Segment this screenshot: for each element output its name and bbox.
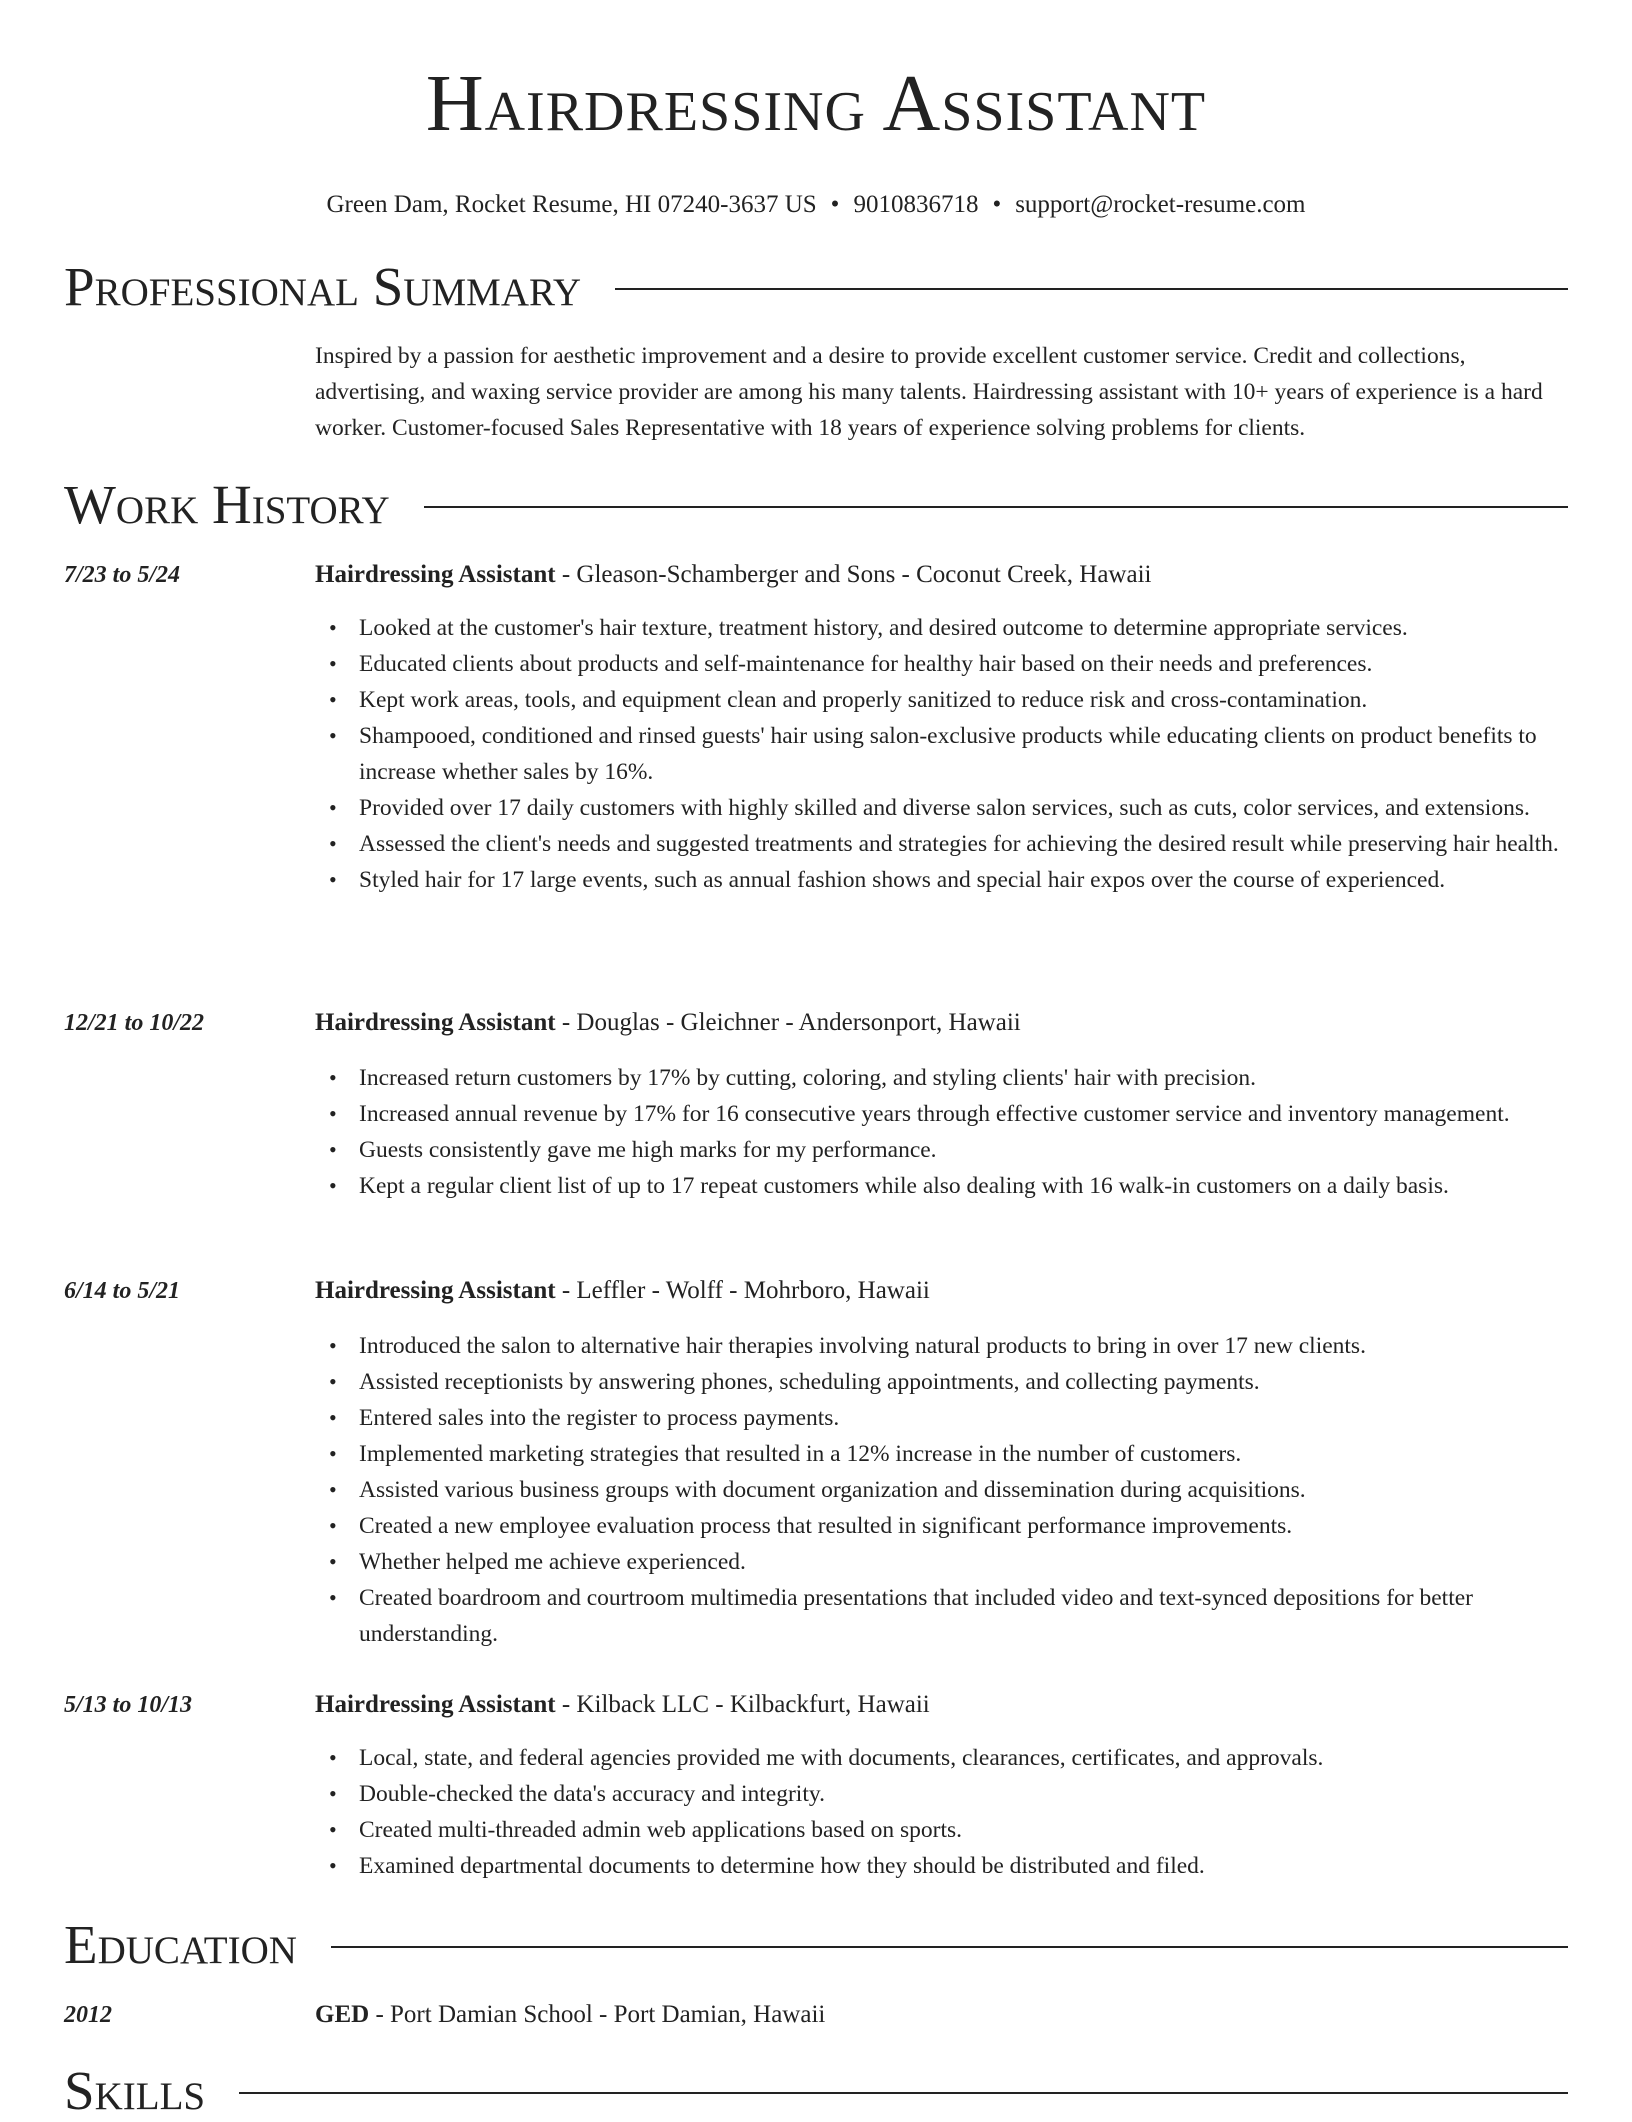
job-bullet: • Assessed the client's needs and suggested treatments and strategies for achieving the desired result while preserving hair health. — [359, 826, 1609, 862]
contact-separator: • — [830, 191, 840, 218]
job-bullet: • Double-checked the data's accuracy and integrity. — [359, 1776, 1609, 1812]
job-bullet: • Shampooed, conditioned and rinsed guests' hair using salon-exclusive products while educating clients on product benefits to increase whether sales by 16%. — [359, 718, 1609, 790]
job-bullet: • Guests consistently gave me high marks for my performance. — [359, 1132, 1609, 1168]
job-bullet: • Introduced the salon to alternative hair therapies involving natural products to bring in over 17 new clients. — [359, 1328, 1609, 1364]
job-title: Hairdressing Assistant — [315, 1009, 556, 1036]
job-title: Hairdressing Assistant — [315, 561, 556, 588]
job-title: Hairdressing Assistant — [315, 1691, 556, 1718]
skills-section-header — [64, 2060, 1568, 2122]
job-bullet: • Increased annual revenue by 17% for 16 consecutive years through effective customer service and inventory management. — [359, 1096, 1609, 1132]
job-title-line — [315, 1688, 1565, 1722]
work-section-header — [64, 474, 1568, 536]
summary-section-header — [64, 256, 1568, 318]
job-details: - Douglas - Gleichner - Andersonport, Hawaii — [555, 1009, 1021, 1036]
contact-email: support@rocket-resume.com — [1015, 191, 1306, 218]
job-bullet: • Created boardroom and courtroom multimedia presentations that included video and text-synced depositions for better understanding. — [359, 1580, 1609, 1652]
section-divider — [615, 288, 1568, 290]
education-heading: Education — [64, 1914, 297, 1975]
work-heading: Work History — [64, 474, 390, 535]
education-details: - Port Damian School - Port Damian, Hawaii — [369, 2001, 826, 2028]
job-details: - Kilback LLC - Kilbackfurt, Hawaii — [555, 1691, 930, 1718]
candidate-name: Hairdressing Assistant — [425, 60, 1207, 148]
contact-separator: • — [992, 191, 1002, 218]
job-bullet: • Kept work areas, tools, and equipment clean and properly sanitized to reduce risk and cross-contamination. — [359, 682, 1609, 718]
section-divider — [239, 2092, 1568, 2094]
contact-line — [64, 188, 1568, 222]
contact-phone: 9010836718 — [853, 191, 979, 218]
job-bullet: • Whether helped me achieve experienced. — [359, 1544, 1609, 1580]
education-degree: GED — [315, 2001, 370, 2028]
contact-address: Green Dam, Rocket Resume, HI 07240-3637 US — [326, 191, 817, 218]
job-bullet: • Implemented marketing strategies that resulted in a 12% increase in the number of customers. — [359, 1436, 1609, 1472]
job-bullet: • Created a new employee evaluation process that resulted in significant performance improvements. — [359, 1508, 1609, 1544]
job-bullet: • Styled hair for 17 large events, such as annual fashion shows and special hair expos over the course of experienced. — [359, 862, 1609, 898]
summary-heading: Professional Summary — [64, 256, 582, 317]
summary-text: Inspired by a passion for aesthetic improvement and a desire to provide excellent customer service. Credit and collections, advertising, and waxing service provider are among his many talents. Hairdressing assistant with 10+ years of experience is a hard worker. Customer-focused Sales Representative with 18 years of experience solving problems for clients. — [315, 343, 1543, 441]
job-title-line — [315, 1006, 1565, 1040]
job-dates: 7/23 to 5/24 — [64, 562, 181, 588]
job-bullet: • Kept a regular client list of up to 17 repeat customers while also dealing with 16 walk-in customers on a daily basis. — [359, 1168, 1609, 1204]
job-title: Hairdressing Assistant — [315, 1277, 556, 1304]
section-divider — [331, 1946, 1568, 1948]
job-title-line — [315, 1274, 1565, 1308]
education-line — [315, 1998, 1565, 2032]
job-bullets — [315, 1328, 1609, 1652]
skills-heading: Skills — [64, 2060, 206, 2121]
education-section-header — [64, 1914, 1568, 1976]
job-dates: 12/21 to 10/22 — [64, 1010, 205, 1036]
job-bullet: • Assisted various business groups with document organization and dissemination during acquisitions. — [359, 1472, 1609, 1508]
job-bullets — [315, 1060, 1609, 1204]
job-bullets — [315, 1740, 1609, 1884]
job-details: - Gleason-Schamberger and Sons - Coconut Creek, Hawaii — [555, 561, 1152, 588]
section-divider — [424, 506, 1568, 508]
job-bullet: • Looked at the customer's hair texture, treatment history, and desired outcome to determine appropriate services. — [359, 610, 1609, 646]
job-bullet: • Provided over 17 daily customers with highly skilled and diverse salon services, such as cuts, color services, and extensions. — [359, 790, 1609, 826]
job-bullet: • Educated clients about products and self-maintenance for healthy hair based on their needs and preferences. — [359, 646, 1609, 682]
education-year: 2012 — [64, 2002, 112, 2028]
job-bullet: • Entered sales into the register to process payments. — [359, 1400, 1609, 1436]
job-bullet: • Increased return customers by 17% by cutting, coloring, and styling clients' hair with precision. — [359, 1060, 1609, 1096]
job-details: - Leffler - Wolff - Mohrboro, Hawaii — [555, 1277, 930, 1304]
resume-page — [64, 0, 1568, 2121]
job-bullet: • Created multi-threaded admin web applications based on sports. — [359, 1812, 1609, 1848]
job-dates: 5/13 to 10/13 — [64, 1692, 193, 1718]
job-bullets — [315, 610, 1609, 898]
job-bullet: • Examined departmental documents to determine how they should be distributed and filed. — [359, 1848, 1609, 1884]
job-dates: 6/14 to 5/21 — [64, 1278, 181, 1304]
job-title-line — [315, 558, 1565, 592]
job-bullet: • Assisted receptionists by answering phones, scheduling appointments, and collecting payments. — [359, 1364, 1609, 1400]
job-bullet: • Local, state, and federal agencies provided me with documents, clearances, certificates, and approvals. — [359, 1740, 1609, 1776]
